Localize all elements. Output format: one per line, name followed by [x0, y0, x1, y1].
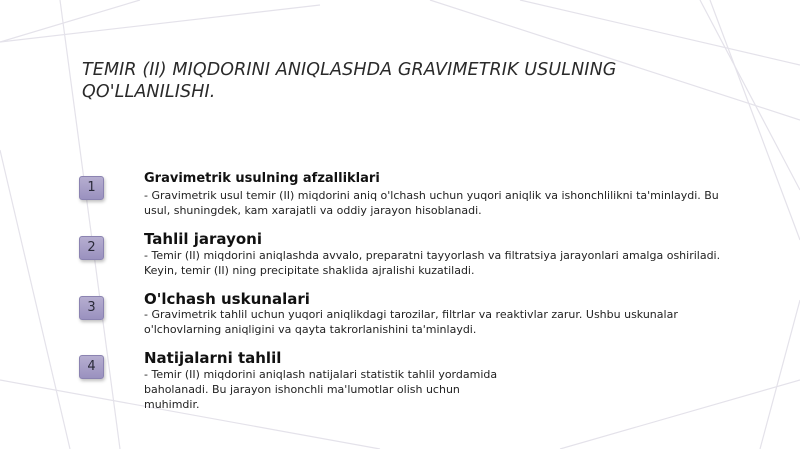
item-description: - Gravimetrik tahlil uchun yuqori aniqlikdagi tarozilar, filtrlar va reaktivlar zarur. Ushbu uskunalar o'lchovlarning aniqligini va qayta takrorlanishini ta'minlaydi.: [144, 308, 678, 336]
item-heading: Tahlil jarayoni: [144, 230, 262, 248]
item-heading: Gravimetrik usulning afzalliklari: [144, 171, 380, 186]
item-description: - Temir (II) miqdorini aniqlash natijalari statistik tahlil yordamida baholanadi. Bu jarayon ishonchli ma'lumotlar olish uchun muhimdir.: [144, 368, 498, 411]
slide-title: TEMIR (II) MIQDORINI ANIQLASHDA GRAVIMETRIK USULNING QO'LLANILISHI.: [82, 60, 617, 102]
item-heading: Natijalarni tahlil: [144, 349, 282, 367]
number-badge: 3: [79, 296, 104, 320]
item-description: - Temir (II) miqdorini aniqlashda avvalo, preparatni tayyorlash va filtratsiya jarayonlari amalga oshiriladi. Keyin, temir (II) ning precipitate shaklida ajralishi kuzatiladi.: [144, 249, 721, 277]
number-badge: 4: [79, 355, 104, 379]
number-badge: 2: [79, 236, 104, 260]
item-description: - Gravimetrik usul temir (II) miqdorini aniq o'lchash uchun yuqori aniqlik va ishonchlilikni ta'minlaydi. Bu usul, shuningdek, kam xarajatli va oddiy jarayon hisoblanadi.: [144, 189, 719, 217]
item-heading: O'lchash uskunalari: [144, 290, 310, 308]
number-badge: 1: [79, 176, 104, 200]
